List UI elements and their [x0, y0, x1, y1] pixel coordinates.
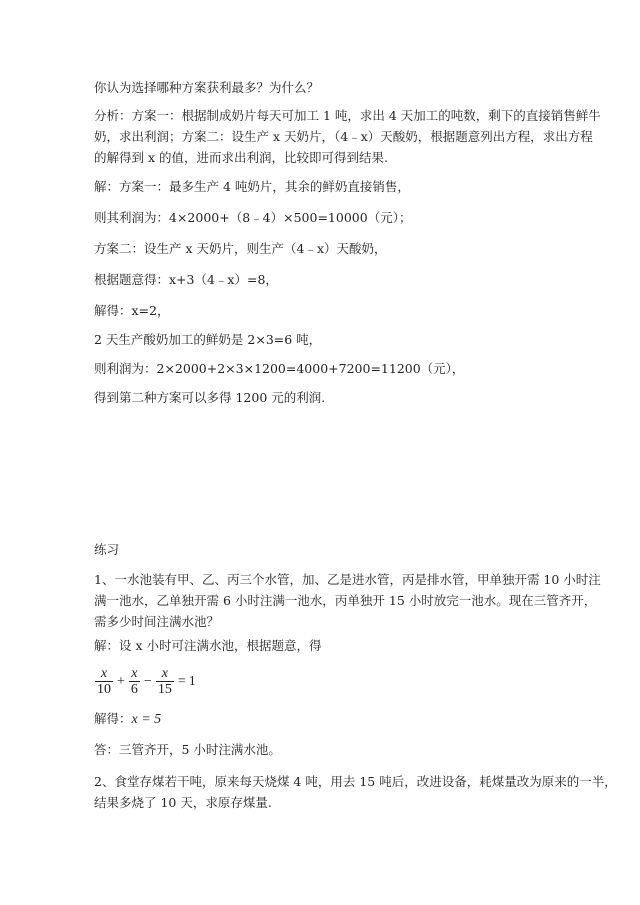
problem-1-line-3: 需多少时间注满水池？ [94, 614, 220, 629]
yogurt-milk-amount: 2 天生产酸奶加工的鲜奶是 2×3=6 吨， [94, 332, 322, 347]
profit-plan-2: 则利润为：2×2000+2×3×1200=4000+7200=11200（元）， [94, 361, 465, 376]
equation-rhs: 1 [188, 673, 196, 689]
solved-value: x = 5 [131, 712, 162, 727]
problem-1-line-2: 满一池水，乙单独开需 6 小时注满一池水，丙单独开 15 小时放完一池水。现在三管齐开， [94, 593, 597, 608]
problem-1-answer: 答：三管齐开，5 小时注满水池。 [94, 742, 281, 757]
fraction-2-denominator: 6 [130, 682, 138, 697]
analysis-paragraph [94, 105, 601, 168]
fraction-equation [94, 666, 196, 697]
solved-prefix: 解得： [94, 711, 132, 726]
problem-1-line-1: 1、一水池装有甲、乙、丙三个水管，加、乙是进水管，丙是排水管，甲单独开需 10 小时注 [94, 572, 601, 587]
problem-1 [94, 569, 601, 632]
problem-1-solved [94, 709, 554, 730]
equals-sign: = [177, 673, 186, 689]
question-title: 你认为选择哪种方案获利最多？为什么？ [94, 80, 320, 95]
problem-2-line-1: 2、食堂存煤若干吨，原来每天烧煤 4 吨，用去 15 吨后，改进设备，耗煤量改为原来的一半， [94, 774, 617, 789]
problem-1-setup: 解：设 x 小时可注满水池，根据题意，得 [94, 638, 322, 653]
plan-2-equation: 根据题意得：x+3（4﹣x）=8， [94, 272, 278, 287]
analysis-line-1: 分析：方案一：根据制成奶片每天可加工 1 吨，求出 4 天加工的吨数，剩下的直接销售鲜牛 [94, 108, 601, 123]
analysis-line-2: 奶，求出利润；方案二：设生产 x 天奶片，（4﹣x）天酸奶，根据题意列出方程，求出方程 [94, 129, 593, 144]
fraction-2-numerator: x [131, 666, 138, 681]
plus-operator: + [117, 673, 125, 689]
fraction-1 [95, 666, 113, 697]
problem-2 [94, 771, 617, 813]
fraction-3-denominator: 15 [157, 682, 172, 697]
fraction-1-numerator: x [100, 666, 108, 681]
plan-2-setup: 方案二：设生产 x 天奶片，则生产（4﹣x）天酸奶， [94, 241, 387, 256]
solution-plan-1: 解：方案一：最多生产 4 吨奶片，其余的鲜奶直接销售， [94, 179, 410, 194]
problem-2-line-2: 结果多烧了 10 天，求原存煤量. [94, 795, 272, 810]
fraction-2 [129, 666, 140, 697]
practice-heading: 练习 [94, 542, 120, 557]
profit-plan-1: 则其利润为：4×2000+（8﹣4）×500=10000（元）； [94, 210, 412, 225]
analysis-line-3: 的解得到 x 的值，进而求出利润，比较即可得到结果. [94, 150, 388, 165]
minus-operator: − [143, 673, 152, 689]
fraction-3 [156, 666, 174, 697]
conclusion: 得到第二种方案可以多得 1200 元的利润. [94, 390, 326, 405]
plan-2-solution: 解得：x=2， [94, 303, 170, 318]
fraction-3-numerator: x [161, 666, 168, 681]
fraction-1-denominator: 10 [97, 682, 111, 697]
